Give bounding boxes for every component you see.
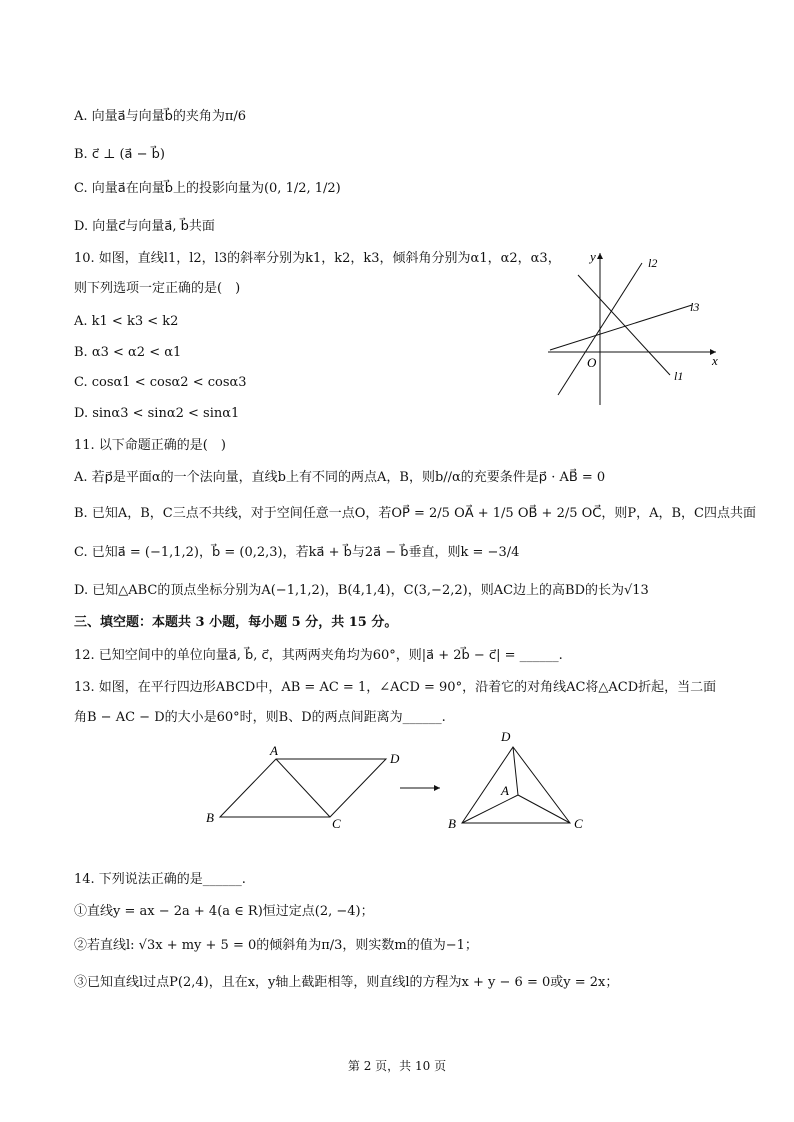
q14-statement-1: ①直线y = ax − 2a + 4(a ∈ R)恒过定点(2, −4)； [74, 904, 374, 919]
label-d-folded: D [501, 729, 511, 744]
q10-stem-line1: 10. 如图，直线l1，l2，l3的斜率分别为k1，k2，k3，倾斜角分别为α1，α2，α3， [74, 251, 561, 266]
section-three-heading: 三、填空题：本题共 3 小题，每小题 5 分，共 15 分。 [74, 615, 398, 630]
q9-option-d: D. 向量c⃗与向量a⃗, b⃗共面 [74, 219, 215, 234]
edge-ad [513, 747, 518, 795]
origin-label: O [587, 355, 597, 370]
q10-option-b: B. α3 < α2 < α1 [74, 345, 182, 360]
q14-statement-3: ③已知直线l过点P(2,4)，且在x，y轴上截距相等，则直线l的方程为x + y − 6 = 0或y = 2x； [74, 975, 619, 990]
q13-stem-line2: 角B − AC − D的大小是60°时，则B、D的两点间距离为______. [74, 710, 446, 725]
q14-statement-2: ②若直线l: √3x + my + 5 = 0的倾斜角为π/3，则实数m的值为−1； [74, 938, 478, 953]
label-c: C [332, 816, 341, 831]
q10-option-d: D. sinα3 < sinα2 < sinα1 [74, 406, 240, 421]
q11-option-d: D. 已知△ABC的顶点坐标分别为A(−1,1,2)，B(4,1,4)，C(3,−2,2)，则AC边上的高BD的长为√13 [74, 583, 649, 598]
y-axis-label: y [590, 249, 596, 264]
diagonal-ac [276, 759, 330, 817]
q9-option-a: A. 向量a⃗与向量b⃗的夹角为π/6 [74, 109, 247, 124]
q11-stem: 11. 以下命题正确的是( ) [74, 438, 226, 453]
q9-option-c: C. 向量a⃗在向量b⃗上的投影向量为(0, 1/2, 1/2) [74, 181, 341, 196]
q9-option-b: B. c⃗ ⊥ (a⃗ − b⃗) [74, 147, 165, 162]
q11-option-a: A. 若p⃗是平面α的一个法向量，直线b上有不同的两点A，B，则b//α的充要条件是p⃗ · AB⃗ = 0 [74, 470, 606, 485]
q11-option-b: B. 已知A，B，C三点不共线，对于空间任意一点O，若OP⃗ = 2/5 OA⃗ + 1/5 OB⃗ + 2/5 OC⃗，则P，A，B，C四点共面 [74, 506, 756, 521]
q10-stem-line2: 则下列选项一定正确的是( ) [74, 281, 241, 296]
q10-option-a: A. k1 < k3 < k2 [74, 314, 179, 329]
label-a-folded: A [501, 783, 509, 798]
l2-label: l2 [648, 256, 658, 270]
q14-stem: 14. 下列说法正确的是______. [74, 872, 246, 887]
edge-ac [518, 795, 570, 823]
edge-ab [462, 795, 518, 823]
page-footer: 第 2 页，共 10 页 [347, 1059, 447, 1073]
q13-figure [200, 725, 600, 835]
label-b-folded: B [448, 816, 456, 831]
folded-triangle-bcd [462, 747, 570, 823]
l3-label: l3 [690, 300, 700, 314]
x-axis-label: x [712, 353, 718, 368]
label-a: A [270, 743, 278, 758]
q10-option-c: C. cosα1 < cosα2 < cosα3 [74, 375, 247, 390]
q13-stem-line1: 13. 如图，在平行四边形ABCD中，AB = AC = 1，∠ACD = 90°，沿着它的对角线AC将△ACD折起，当二面 [74, 680, 717, 695]
q12-stem: 12. 已知空间中的单位向量a⃗, b⃗, c⃗，其两两夹角均为60°，则|a⃗ + 2b⃗ − c⃗| = ______. [74, 648, 563, 663]
label-b: B [206, 810, 214, 825]
l1-label: l1 [674, 369, 684, 383]
q10-figure [540, 245, 730, 410]
label-d: D [390, 751, 400, 766]
label-c-folded: C [574, 816, 583, 831]
q11-option-c: C. 已知a⃗ = (−1,1,2)，b⃗ = (0,2,3)，若ka⃗ + b⃗与2a⃗ − b⃗垂直，则k = −3/4 [74, 545, 520, 560]
line-l3 [550, 305, 692, 350]
